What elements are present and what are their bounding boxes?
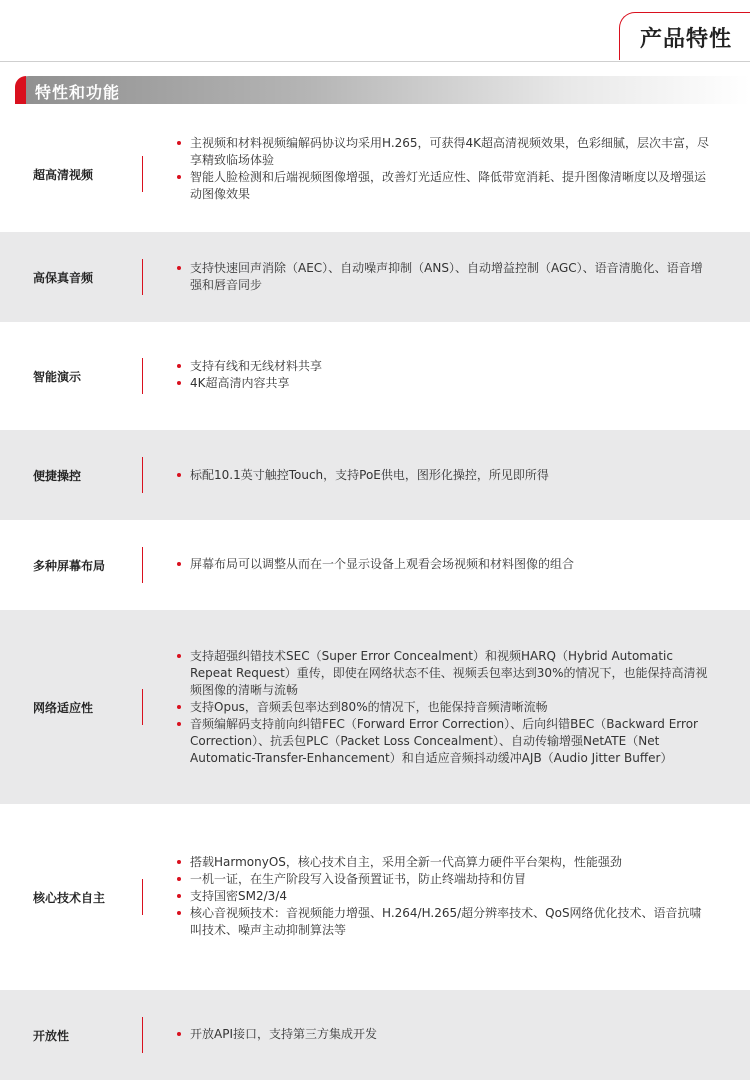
- feature-row-smart-presentation: [0, 322, 750, 430]
- row-separator: [142, 879, 143, 915]
- feature-item: 支持快速回声消除（AEC）、自动噪声抑制（ANS）、自动增益控制（AGC）、语音清脆化、语音增强和唇音同步: [175, 260, 712, 294]
- feature-row-screen-layout: [0, 520, 750, 610]
- feature-label: 超高清视频: [33, 167, 94, 182]
- feature-item: 搭载HarmonyOS，核心技术自主，采用全新一代高算力硬件平台架构，性能强劲: [175, 854, 712, 871]
- feature-item: 开放API接口，支持第三方集成开发: [175, 1026, 712, 1043]
- feature-list: [175, 1026, 712, 1043]
- feature-item: 4K超高清内容共享: [175, 375, 712, 392]
- row-separator: [142, 1017, 143, 1053]
- feature-list: [175, 467, 712, 484]
- feature-label: 开放性: [33, 1028, 70, 1043]
- feature-row-uhd-video: [0, 116, 750, 232]
- page-title: 产品特性: [640, 27, 733, 52]
- feature-item: 核心音视频技术：音视频能力增强、H.264/H.265/超分辨率技术、QoS网络优化技术、语音抗啸叫技术、噪声主动抑制算法等: [175, 905, 712, 939]
- feature-list: [175, 648, 712, 767]
- feature-label: 网络适应性: [33, 700, 94, 715]
- feature-label: 高保真音频: [33, 270, 94, 285]
- row-separator: [142, 259, 143, 295]
- section-title: 特性和功能: [35, 83, 121, 102]
- feature-label: 多种屏幕布局: [33, 558, 106, 573]
- section-header-bar: [15, 76, 750, 104]
- feature-item: 音频编解码支持前向纠错FEC（Forward Error Correction）、后向纠错BEC（Backward Error Correction）、抗丢包PLC（Packet Loss Concealment）、自动传输增强NetATE（Net Automatic-Transfer-Enhancement）和自适应音频抖动缓冲AJB（Audio Jitter Buffer）: [175, 716, 712, 767]
- feature-item: 智能人脸检测和后端视频图像增强，改善灯光适应性、降低带宽消耗、提升图像清晰度以及增强运动图像效果: [175, 169, 712, 203]
- feature-list: [175, 260, 712, 294]
- feature-row-hifi-audio: [0, 232, 750, 322]
- feature-item: 一机一证，在生产阶段写入设备预置证书，防止终端劫持和仿冒: [175, 871, 712, 888]
- feature-item: 支持有线和无线材料共享: [175, 358, 712, 375]
- feature-list: [175, 556, 712, 573]
- feature-list: [175, 854, 712, 939]
- row-separator: [142, 156, 143, 192]
- row-separator: [142, 689, 143, 725]
- feature-row-core-tech: [0, 804, 750, 990]
- feature-row-easy-control: [0, 430, 750, 520]
- feature-item: 标配10.1英寸触控Touch，支持PoE供电，图形化操控，所见即所得: [175, 467, 712, 484]
- feature-label: 便捷操控: [33, 468, 82, 483]
- feature-row-network-adaptability: [0, 610, 750, 804]
- feature-item: 主视频和材料视频编解码协议均采用H.265，可获得4K超高清视频效果，色彩细腻，层次丰富，尽享精致临场体验: [175, 135, 712, 169]
- feature-item: 屏幕布局可以调整从而在一个显示设备上观看会场视频和材料图像的组合: [175, 556, 712, 573]
- feature-item: 支持Opus，音频丢包率达到80%的情况下，也能保持音频清晰流畅: [175, 699, 712, 716]
- row-separator: [142, 358, 143, 394]
- feature-list: [175, 135, 712, 203]
- section-accent: [15, 76, 26, 104]
- feature-item: 支持国密SM2/3/4: [175, 888, 712, 905]
- row-separator: [142, 457, 143, 493]
- header-divider: [0, 61, 750, 62]
- feature-row-openness: [0, 990, 750, 1080]
- feature-item: 支持超强纠错技术SEC（Super Error Concealment）和视频HARQ（Hybrid Automatic Repeat Request）重传，即使在网络状态不佳、视频丢包率达到30%的情况下，也能保持高清视频图像的清晰与流畅: [175, 648, 712, 699]
- feature-label: 核心技术自主: [33, 890, 106, 905]
- row-separator: [142, 547, 143, 583]
- feature-label: 智能演示: [33, 369, 82, 384]
- feature-list: [175, 358, 712, 392]
